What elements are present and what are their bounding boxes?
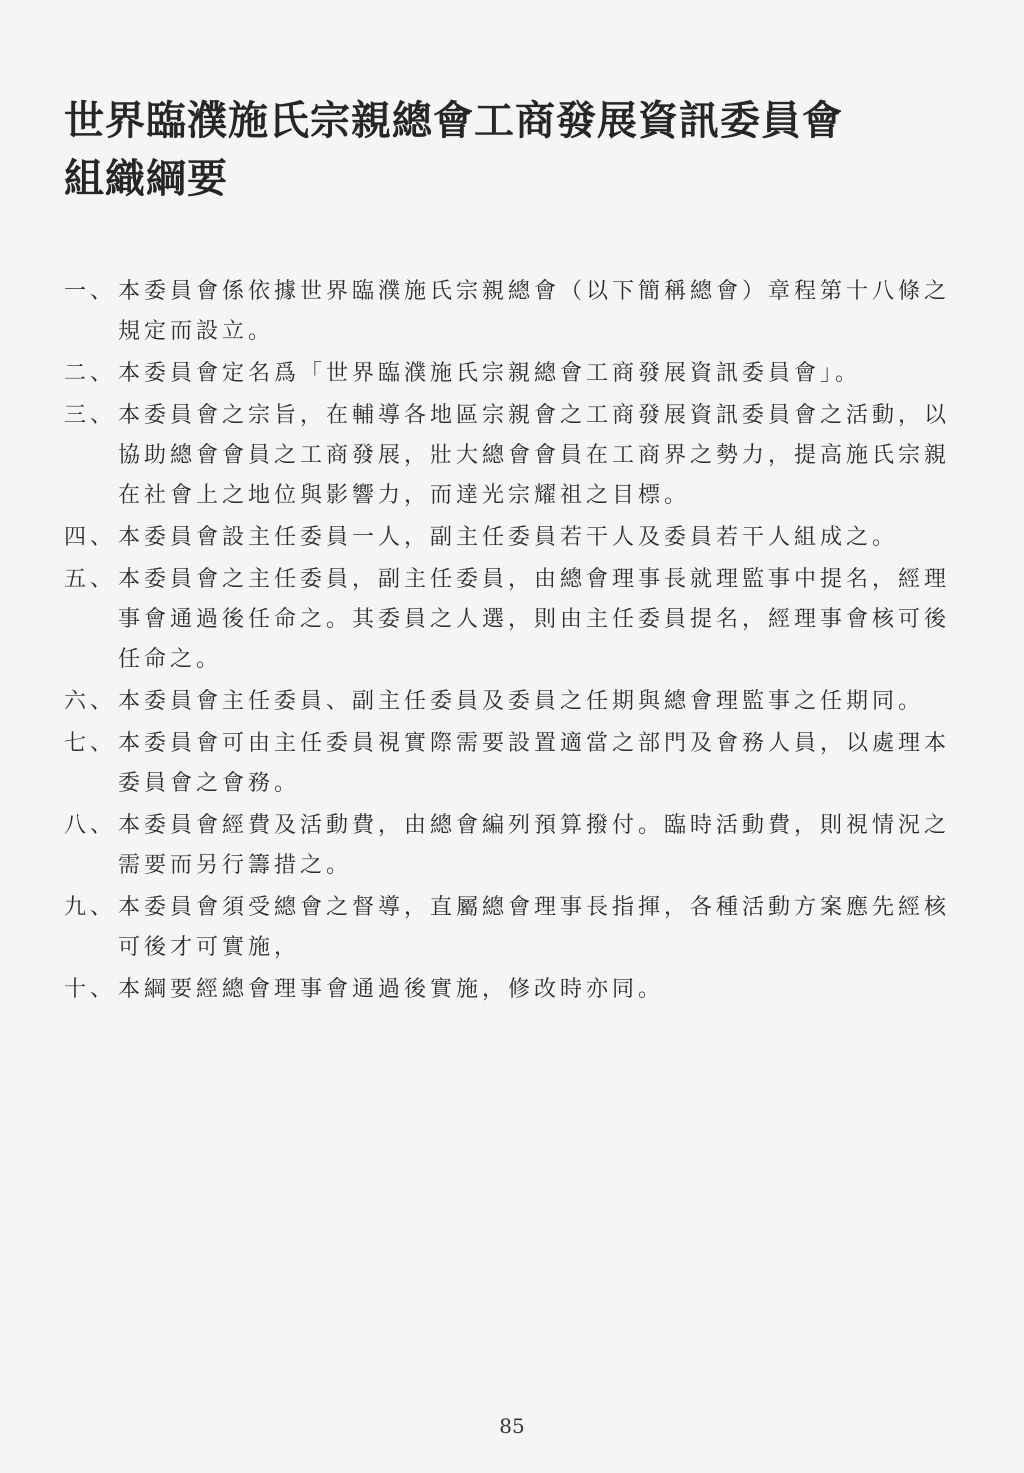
article-number: 七、 bbox=[64, 731, 117, 756]
article-text-line: 委員會之會務。 bbox=[118, 771, 301, 796]
page-title bbox=[64, 92, 964, 208]
article-text-line: 事會通過後任命之。其委員之人選，則由主任委員提名，經理事會核可後 bbox=[118, 607, 951, 632]
article-number: 三、 bbox=[64, 403, 117, 428]
title-line-1: 世界臨濮施氏宗親總會工商發展資訊委員會 bbox=[64, 98, 843, 144]
article-text-line: 本委員會經費及活動費，由總會編列預算撥付。臨時活動費，則視情況之 bbox=[118, 813, 951, 838]
article-3 bbox=[64, 396, 964, 516]
article-text-line: 本委員會係依據世界臨濮施氏宗親總會（以下簡稱總會）章程第十八條之 bbox=[118, 279, 951, 304]
page-number: 85 bbox=[499, 1414, 525, 1438]
article-text-line: 協助總會會員之工商發展，壯大總會會員在工商界之勢力，提高施氏宗親 bbox=[118, 443, 951, 468]
article-text-line: 可後才可實施， bbox=[118, 935, 301, 960]
article-text-line: 本委員會定名爲「世界臨濮施氏宗親總會工商發展資訊委員會」。 bbox=[118, 361, 862, 386]
article-text-line: 規定而設立。 bbox=[118, 319, 275, 344]
article-number: 一、 bbox=[64, 279, 117, 304]
article-text-line: 在社會上之地位與影響力，而達光宗耀祖之目標。 bbox=[118, 483, 691, 508]
article-text-line: 本委員會主任委員、副主任委員及委員之任期與總會理監事之任期同。 bbox=[118, 689, 925, 714]
article-text-line: 本委員會之主任委員，副主任委員，由總會理事長就理監事中提名，經理 bbox=[118, 567, 951, 592]
title-line-2: 組織綱要 bbox=[64, 156, 228, 202]
article-number: 五、 bbox=[64, 567, 117, 592]
article-4 bbox=[64, 518, 964, 558]
article-5 bbox=[64, 560, 964, 680]
article-text-line: 本綱要經總會理事會通過後實施，修改時亦同。 bbox=[118, 977, 665, 1002]
article-number: 二、 bbox=[64, 361, 117, 386]
article-9 bbox=[64, 888, 964, 968]
article-2 bbox=[64, 354, 964, 394]
article-text-line: 本委員會須受總會之督導，直屬總會理事長指揮，各種活動方案應先經核 bbox=[118, 895, 951, 920]
article-10 bbox=[64, 970, 964, 1010]
article-text-line: 需要而另行籌措之。 bbox=[118, 853, 353, 878]
article-list bbox=[64, 272, 964, 1012]
article-number: 九、 bbox=[64, 895, 117, 920]
article-number: 六、 bbox=[64, 689, 117, 714]
article-text-line: 本委員會可由主任委員視實際需要設置適當之部門及會務人員，以處理本 bbox=[118, 731, 951, 756]
article-text-line: 本委員會之宗旨，在輔導各地區宗親會之工商發展資訊委員會之活動，以 bbox=[118, 403, 951, 428]
article-text-line: 本委員會設主任委員一人，副主任委員若干人及委員若干人組成之。 bbox=[118, 525, 899, 550]
article-6 bbox=[64, 682, 964, 722]
article-8 bbox=[64, 806, 964, 886]
article-7 bbox=[64, 724, 964, 804]
article-1 bbox=[64, 272, 964, 352]
article-text-line: 任命之。 bbox=[118, 647, 223, 672]
article-number: 十、 bbox=[64, 977, 117, 1002]
article-number: 四、 bbox=[64, 525, 117, 550]
article-number: 八、 bbox=[64, 813, 117, 838]
